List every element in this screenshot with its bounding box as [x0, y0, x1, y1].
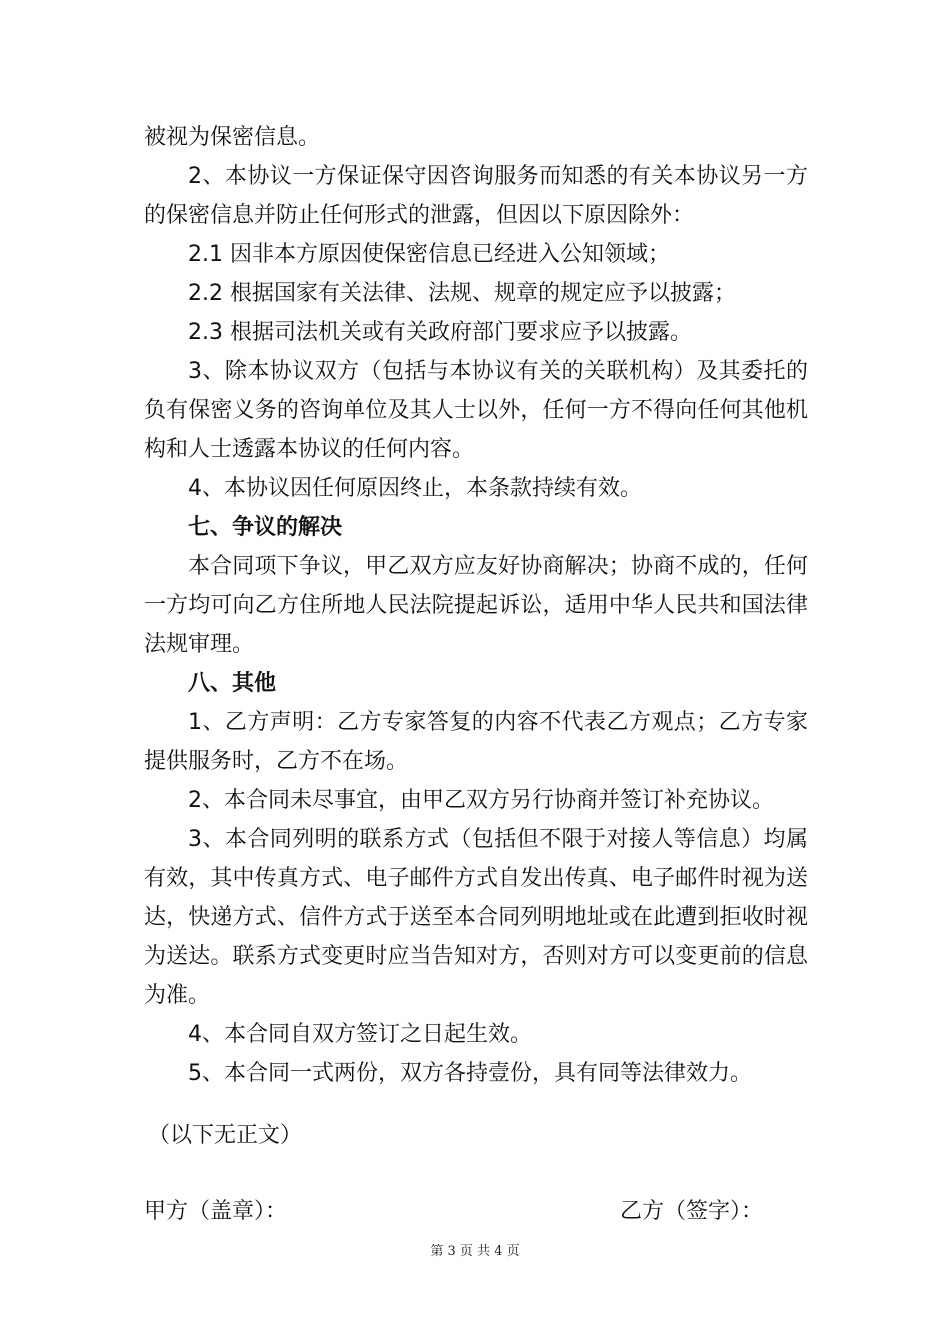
party-a-signature-label: 甲方（盖章）： [144, 1199, 288, 1224]
paragraph: 2.2 根据国家有关法律、法规、规章的规定应予以披露； [188, 281, 736, 306]
paragraph: 2.3 根据司法机关或有关政府部门要求应予以披露。 [188, 320, 692, 345]
paragraph: 3、除本协议双方（包括与本协议有关的关联机构）及其委托的负有保密义务的咨询单位及其人士以外，任何一方不得向任何其他机构和人士透露本协议的任何内容。 [144, 359, 808, 462]
document-body [144, 118, 808, 1093]
paragraph: 本合同项下争议，甲乙双方应友好协商解决；协商不成的，任何一方均可向乙方住所地人民法院提起诉讼，适用中华人民共和国法律法规审理。 [144, 554, 808, 657]
section-heading: 八、其他 [188, 671, 277, 696]
paragraph: 2、本合同未尽事宜，由甲乙双方另行协商并签订补充协议。 [188, 788, 774, 813]
page-number-footer: 第 3 页 共 4 页 [430, 1244, 520, 1259]
paragraph: 4、本协议因任何原因终止，本条款持续有效。 [188, 476, 642, 501]
paragraph: 5、本合同一式两份，双方各持壹份，具有同等法律效力。 [188, 1061, 752, 1086]
paragraph: 3、本合同列明的联系方式（包括但不限于对接人等信息）均属有效，其中传真方式、电子邮件方式自发出传真、电子邮件时视为送达，快递方式、信件方式于送至本合同列明地址或在此遭到拒收时视为送达。联系方式变更时应当告知对方，否则对方可以变更前的信息为准。 [144, 827, 808, 1008]
paragraph: 4、本合同自双方签订之日起生效。 [188, 1022, 532, 1047]
paragraph: 2.1 因非本方原因使保密信息已经进入公知领域； [188, 242, 670, 267]
paragraph: 2、本协议一方保证保守因咨询服务而知悉的有关本协议另一方的保密信息并防止任何形式的泄露，但因以下原因除外： [144, 164, 808, 228]
end-of-text-note: （以下无正文） [148, 1123, 303, 1148]
paragraph: 被视为保密信息。 [144, 125, 321, 150]
party-b-signature-label: 乙方（签字）： [620, 1199, 764, 1224]
section-heading: 七、争议的解决 [188, 515, 343, 540]
paragraph: 1、乙方声明：乙方专家答复的内容不代表乙方观点；乙方专家提供服务时，乙方不在场。 [144, 710, 808, 774]
